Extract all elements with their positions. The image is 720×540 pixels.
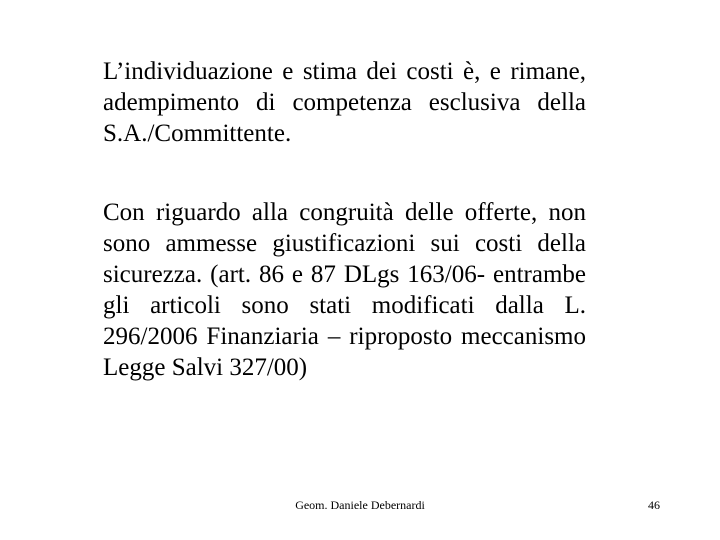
paragraph-offer-congruity: Con riguardo alla congruità delle offerte, non sono ammesse giustificazioni sui costi della sicurezza. (art. 86 e 87 DLgs 163/06- entrambe gli articoli sono stati modificati dalla L. 296/2006 Finanziaria – riproposto meccanismo Legge Salvi 327/00) [103, 199, 586, 381]
footer-author: Geom. Daniele Debernardi [295, 498, 425, 512]
page-number: 46 [648, 498, 660, 512]
paragraph-cost-estimation: L’individuazione e stima dei costi è, e rimane, adempimento di competenza esclusiva della S.A./Committente. [103, 58, 586, 147]
